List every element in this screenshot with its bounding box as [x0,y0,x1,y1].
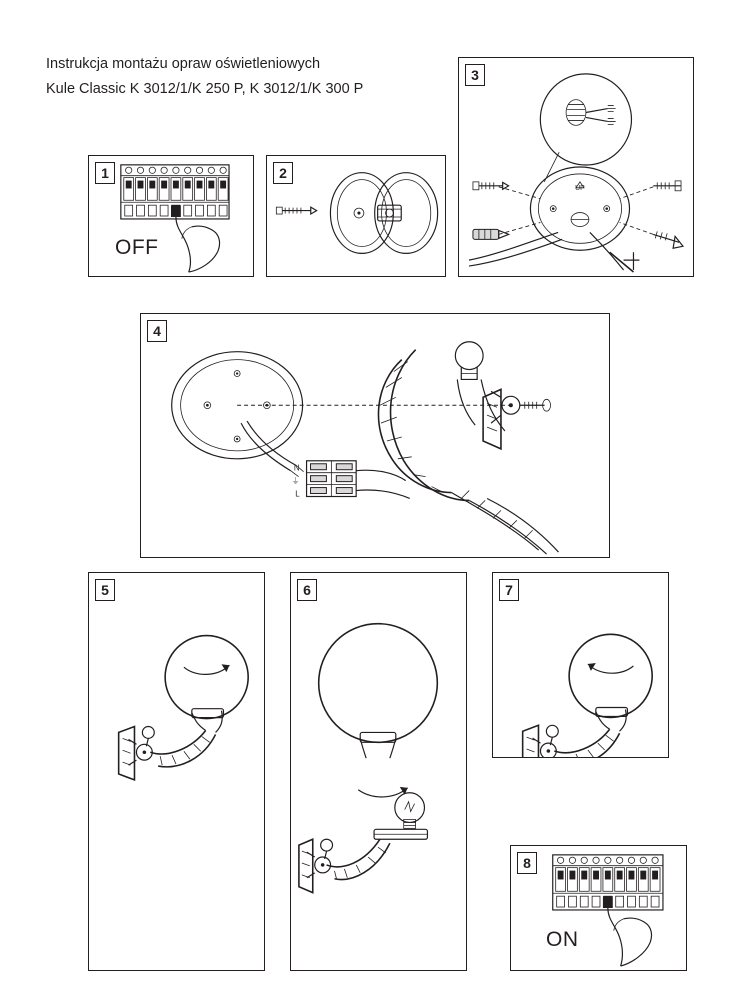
step-panel-6 [290,572,467,971]
step-number-7: 7 [499,579,519,601]
mounting-plate-illustration [267,156,445,276]
document-title [46,52,446,102]
wall-plate-fixing-illustration [459,58,693,276]
svg-text:UP: UP [575,184,585,192]
step-panel-8 [510,845,687,971]
open-globe-illustration [89,573,264,970]
step-panel-7 [492,572,669,758]
insert-bulb-illustration [291,573,466,970]
breaker-off-illustration [89,156,253,276]
step-number-4: 4 [147,320,167,342]
svg-text:⏚: ⏚ [291,476,300,486]
step-panel-2 [266,155,446,277]
title-line-2: Kule Classic K 3012/1/K 250 P, K 3012/1/K 300 P [46,81,364,97]
step-panel-1 [88,155,254,277]
step-panel-5 [88,572,265,971]
on-label: ON [546,928,579,951]
close-globe-illustration [493,573,668,757]
svg-text:N: N [293,463,300,473]
step-panel-3 [458,57,694,277]
step-number-3: 3 [465,64,485,86]
step-panel-4 [140,313,610,558]
step-number-8: 8 [517,852,537,874]
step-number-5: 5 [95,579,115,601]
step-number-2: 2 [273,162,293,184]
breaker-on-illustration [511,846,686,970]
step-number-6: 6 [297,579,317,601]
step-number-1: 1 [95,162,115,184]
off-label: OFF [115,236,159,259]
title-line-1: Instrukcja montażu opraw oświetleniowych [46,56,321,72]
terminal-block-graphic [292,461,410,499]
svg-text:L: L [295,489,300,499]
electrical-connection-illustration [141,314,609,557]
